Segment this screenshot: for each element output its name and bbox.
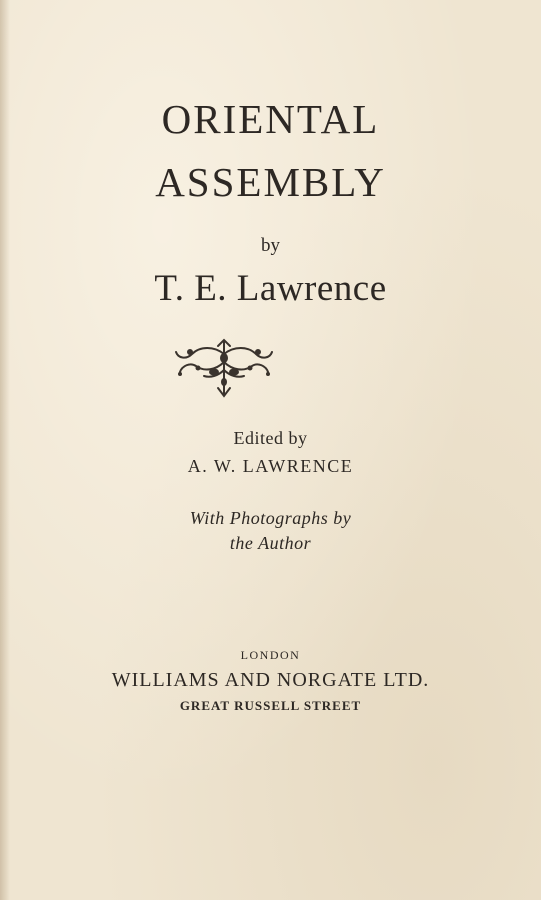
photographs-line-2: the Author <box>229 533 312 553</box>
title-line-1: ORIENTAL <box>161 96 380 142</box>
author-name: T. E. Lawrence <box>154 268 387 309</box>
photographs-line-1: With Photographs by <box>189 508 352 528</box>
title-line-2: ASSEMBLY <box>155 159 386 205</box>
edited-by-label: Edited by <box>233 428 308 448</box>
publisher-street: GREAT RUSSELL STREET <box>179 698 362 713</box>
publisher-city: LONDON <box>240 648 301 662</box>
publisher-name: WILLIAMS AND NORGATE LTD. <box>111 669 430 691</box>
floral-ornament-icon <box>174 336 274 402</box>
editor-name: A. W. LAWRENCE <box>187 456 354 476</box>
by-label: by <box>261 235 280 256</box>
